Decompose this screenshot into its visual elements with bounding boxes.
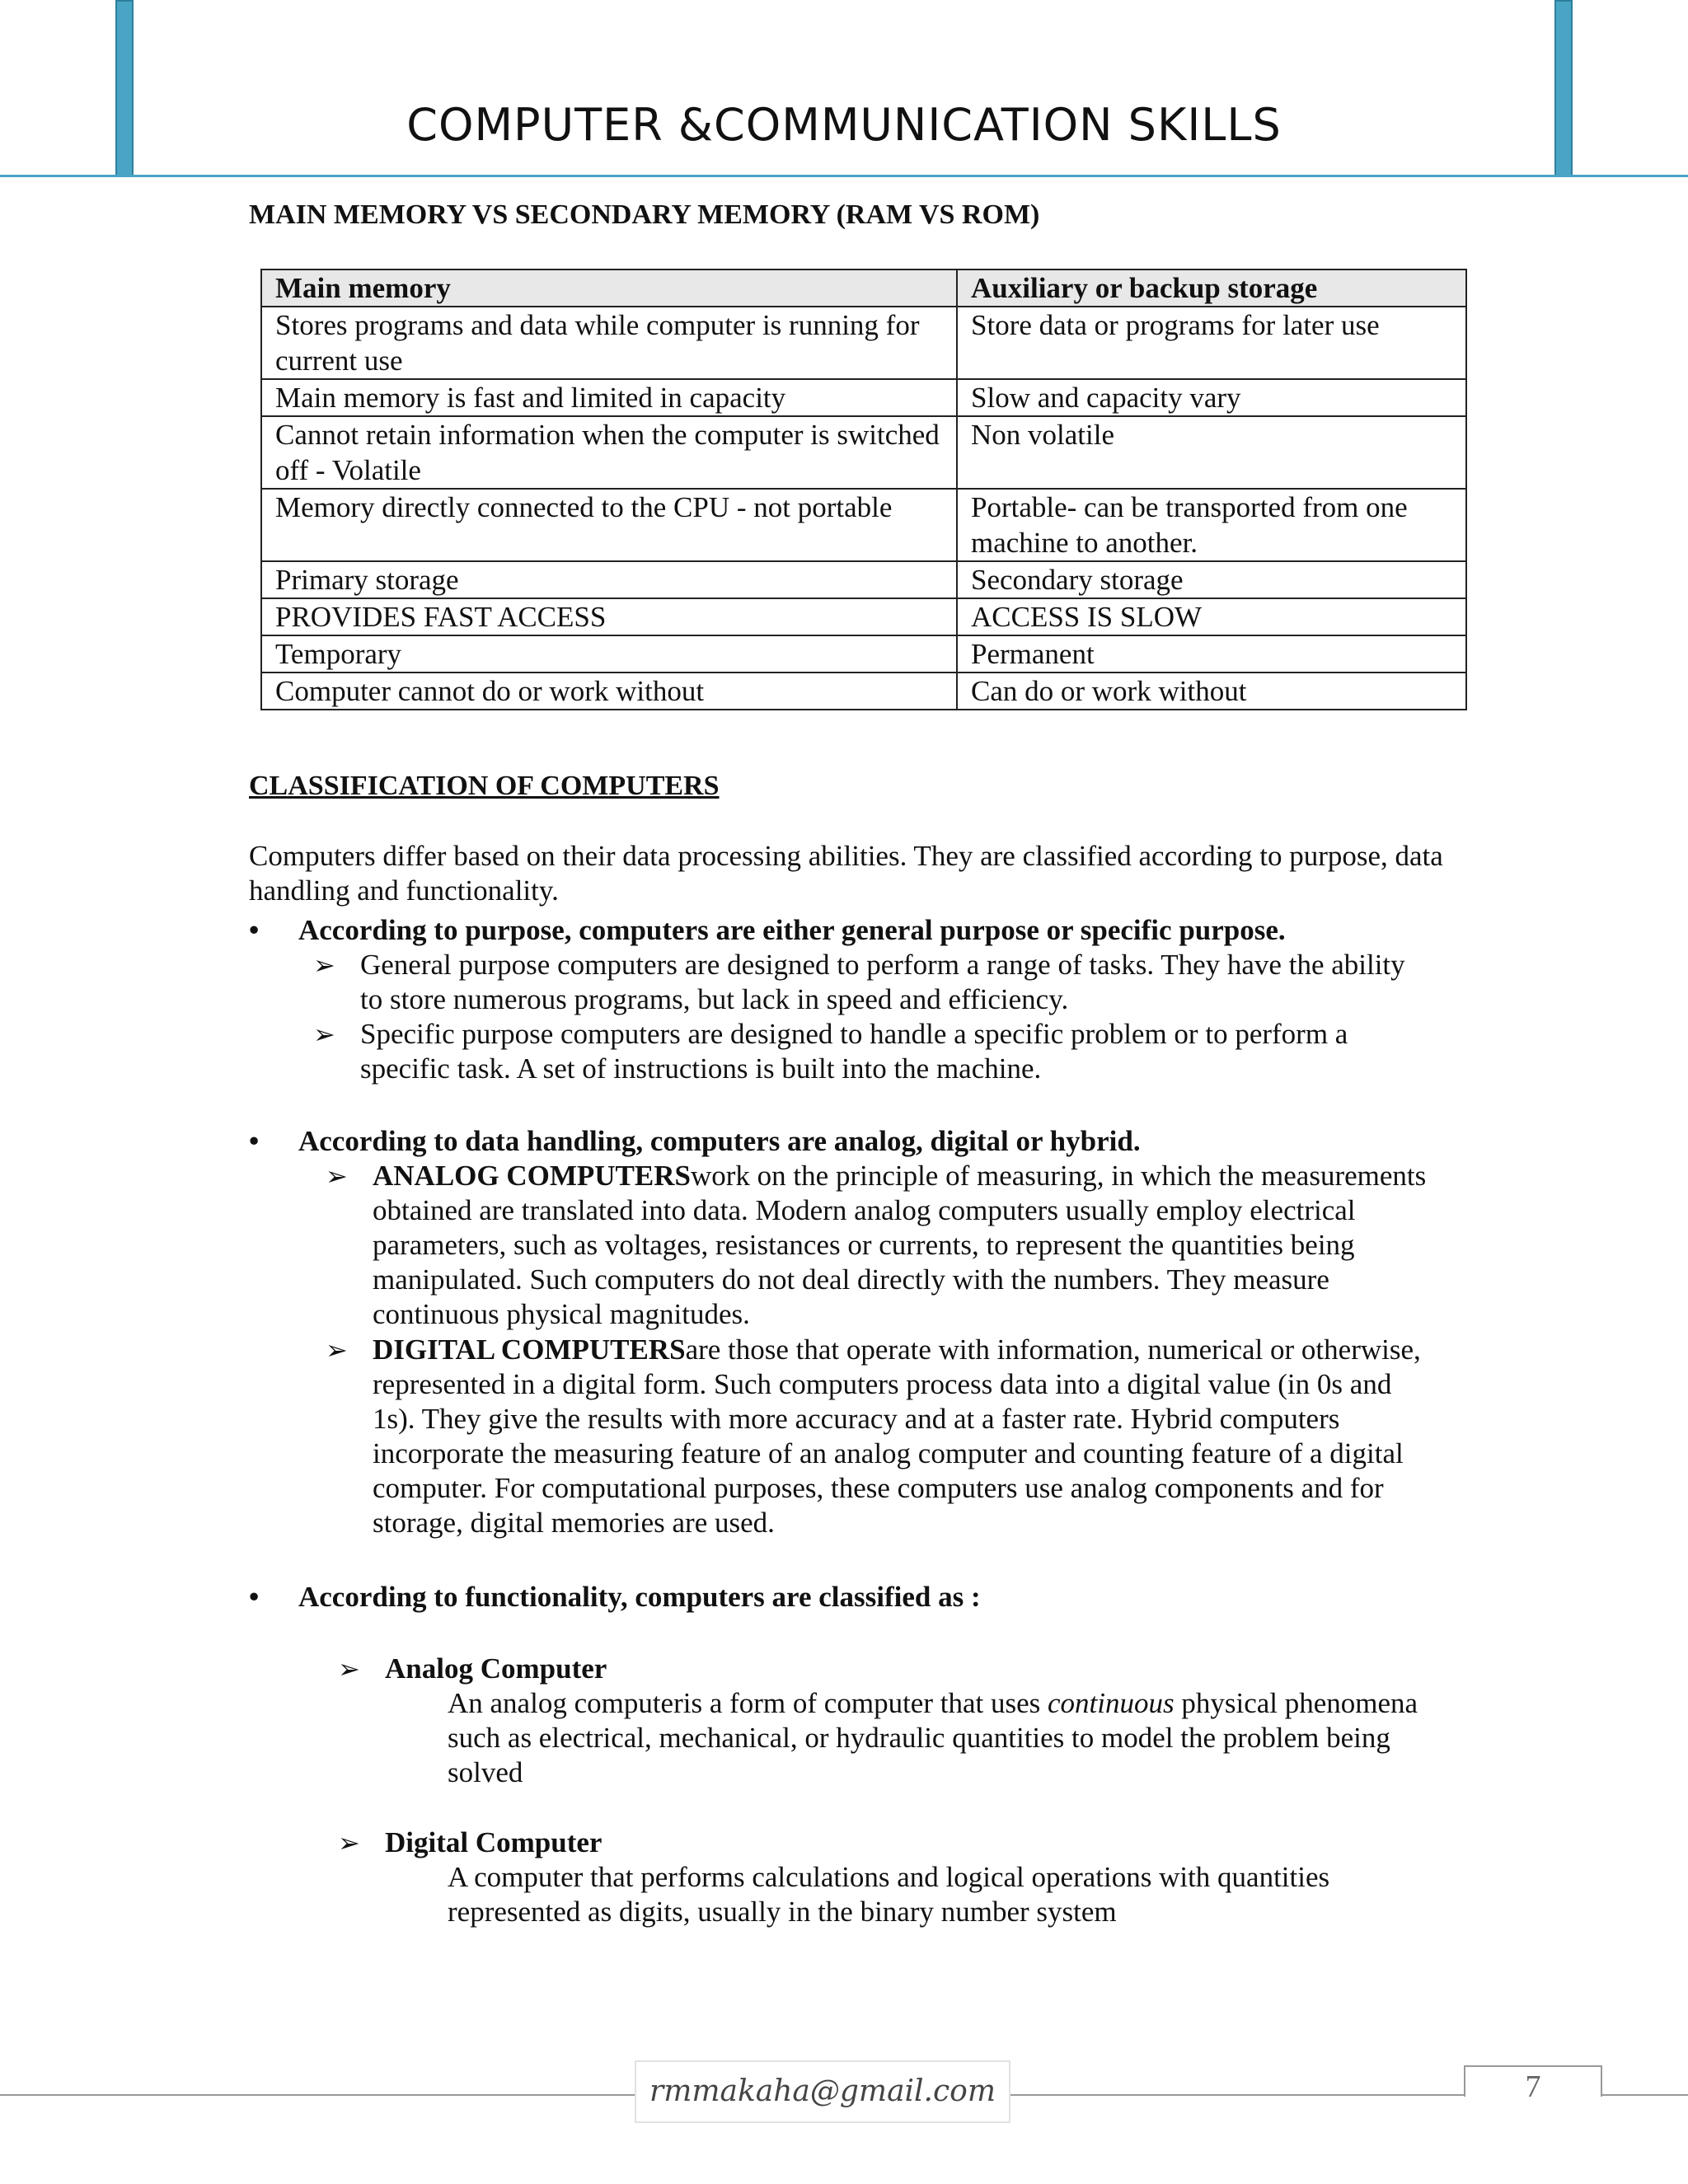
- arrow-bullet-icon: ➢: [313, 1019, 335, 1049]
- item-digital-computer-desc: A computer that performs calculations and logical operations with quantities represented as digits, usually in the binary number system: [448, 1861, 1330, 1928]
- table-row: [261, 673, 1466, 710]
- table-cell: PROVIDES FAST ACCESS: [261, 598, 957, 635]
- arrow-bullet-icon: ➢: [326, 1335, 348, 1365]
- bullet-dot-icon: •: [249, 1581, 260, 1613]
- table-cell: Stores programs and data while computer is running for current use: [261, 307, 957, 379]
- table-cell: Non volatile: [957, 416, 1466, 489]
- arrow-bullet-icon: ➢: [313, 950, 335, 980]
- table-header-cell: Main memory: [261, 269, 957, 307]
- header-rule: [0, 175, 1688, 177]
- table-header-cell: Auxiliary or backup storage: [957, 269, 1466, 307]
- item-digital-computer-title: [385, 1825, 602, 1860]
- footer-rule-right: [1010, 2094, 1464, 2096]
- item-title-text: Digital Computer: [385, 1826, 603, 1858]
- table-cell: Computer cannot do or work without: [261, 673, 957, 710]
- table-row: [261, 307, 1466, 379]
- arrow-bullet-icon: ➢: [338, 1654, 360, 1684]
- table-cell: Secondary storage: [957, 561, 1466, 598]
- intro-paragraph: Computers differ based on their data processing abilities. They are classified according to purpose, data handling and functionality.: [249, 840, 1443, 907]
- table-cell: Primary storage: [261, 561, 957, 598]
- table-cell: Store data or programs for later use: [957, 307, 1466, 379]
- analog-desc-emphasis: continuous: [1048, 1687, 1175, 1719]
- sub-general-purpose: General purpose computers are designed to perform a range of tasks. They have the ability to store numerous programs, but lack in speed and efficiency.: [360, 949, 1405, 1015]
- table-cell: Temporary: [261, 635, 957, 673]
- arrow-bullet-icon: ➢: [338, 1828, 360, 1858]
- item-analog-computer-title: [385, 1652, 607, 1686]
- bullet-dot-icon: •: [249, 1125, 260, 1157]
- table-row: [261, 489, 1466, 561]
- table-cell: Slow and capacity vary: [957, 379, 1466, 416]
- term-digital-computers: DIGITAL COMPUTERS: [373, 1333, 686, 1366]
- analog-desc-part2: physical phenomena such as electrical, mechanical, or hydraulic quantities to model the problem being solved: [448, 1687, 1418, 1788]
- section-heading-classification: CLASSIFICATION OF COMPUTERS: [249, 771, 720, 801]
- bullet-text: According to functionality, computers are classified as :: [298, 1581, 981, 1613]
- table-cell: Portable- can be transported from one machine to another.: [957, 489, 1466, 561]
- footer-rule-far-right: [1602, 2094, 1688, 2096]
- table-row: [261, 379, 1466, 416]
- table-cell: Can do or work without: [957, 673, 1466, 710]
- table-cell: Main memory is fast and limited in capacity: [261, 379, 957, 416]
- table-cell: Memory directly connected to the CPU - not portable: [261, 489, 957, 561]
- table-header-row: [261, 269, 1466, 307]
- page-header-title: COMPUTER &COMMUNICATION SKILLS: [406, 99, 1282, 151]
- memory-comparison-table: [260, 269, 1467, 710]
- analog-desc-part1: An analog computeris a form of computer that uses: [448, 1687, 1048, 1719]
- analog-description: work on the principle of measuring, in which the measurements obtained are translated into data. Modern analog computers usually employ electrical parameters, such as voltages, resistances or currents, to represent the quantities being manipulated. Such computers do not deal directly with the numbers. They measure continuous physical magnitudes.: [373, 1160, 1427, 1330]
- term-analog-computers: ANALOG COMPUTERS: [373, 1160, 691, 1192]
- bullet-text: According to purpose, computers are either general purpose or specific purpose.: [298, 914, 1286, 946]
- footer-rule-left: [0, 2094, 635, 2096]
- digital-description: are those that operate with information, numerical or otherwise, represented in a digital form. Such computers process data into a digital value (in 0s and 1s). They give the results with more accuracy and at a faster rate. Hybrid computers incorporate the measuring feature of an analog computer and counting feature of a digital computer. For computational purposes, these computers use analog components and for storage, digital memories are used.: [373, 1333, 1421, 1539]
- table-cell: ACCESS IS SLOW: [957, 598, 1466, 635]
- item-title-text: Analog Computer: [385, 1652, 607, 1685]
- sub-digital-computers: [373, 1333, 1432, 1540]
- arrow-bullet-icon: ➢: [326, 1161, 348, 1191]
- item-analog-computer-desc: [448, 1686, 1437, 1790]
- sub-analog-computers: [373, 1159, 1432, 1332]
- table-cell: Permanent: [957, 635, 1466, 673]
- footer-page-number: 7: [1525, 2069, 1541, 2104]
- section-heading-memory: MAIN MEMORY VS SECONDARY MEMORY (RAM VS ROM): [249, 199, 1040, 230]
- table-row: [261, 416, 1466, 489]
- footer-email: rmmakaha@gmail.com: [635, 2060, 1010, 2123]
- table-row: [261, 635, 1466, 673]
- table-cell: Cannot retain information when the computer is switched off - Volatile: [261, 416, 957, 489]
- bullet-text: According to data handling, computers are analog, digital or hybrid.: [298, 1125, 1141, 1157]
- table-row: [261, 598, 1466, 635]
- table-row: [261, 561, 1466, 598]
- sub-specific-purpose: Specific purpose computers are designed to handle a specific problem or to perform a specific task. A set of instructions is built into the machine.: [360, 1018, 1348, 1085]
- bullet-dot-icon: •: [249, 914, 260, 946]
